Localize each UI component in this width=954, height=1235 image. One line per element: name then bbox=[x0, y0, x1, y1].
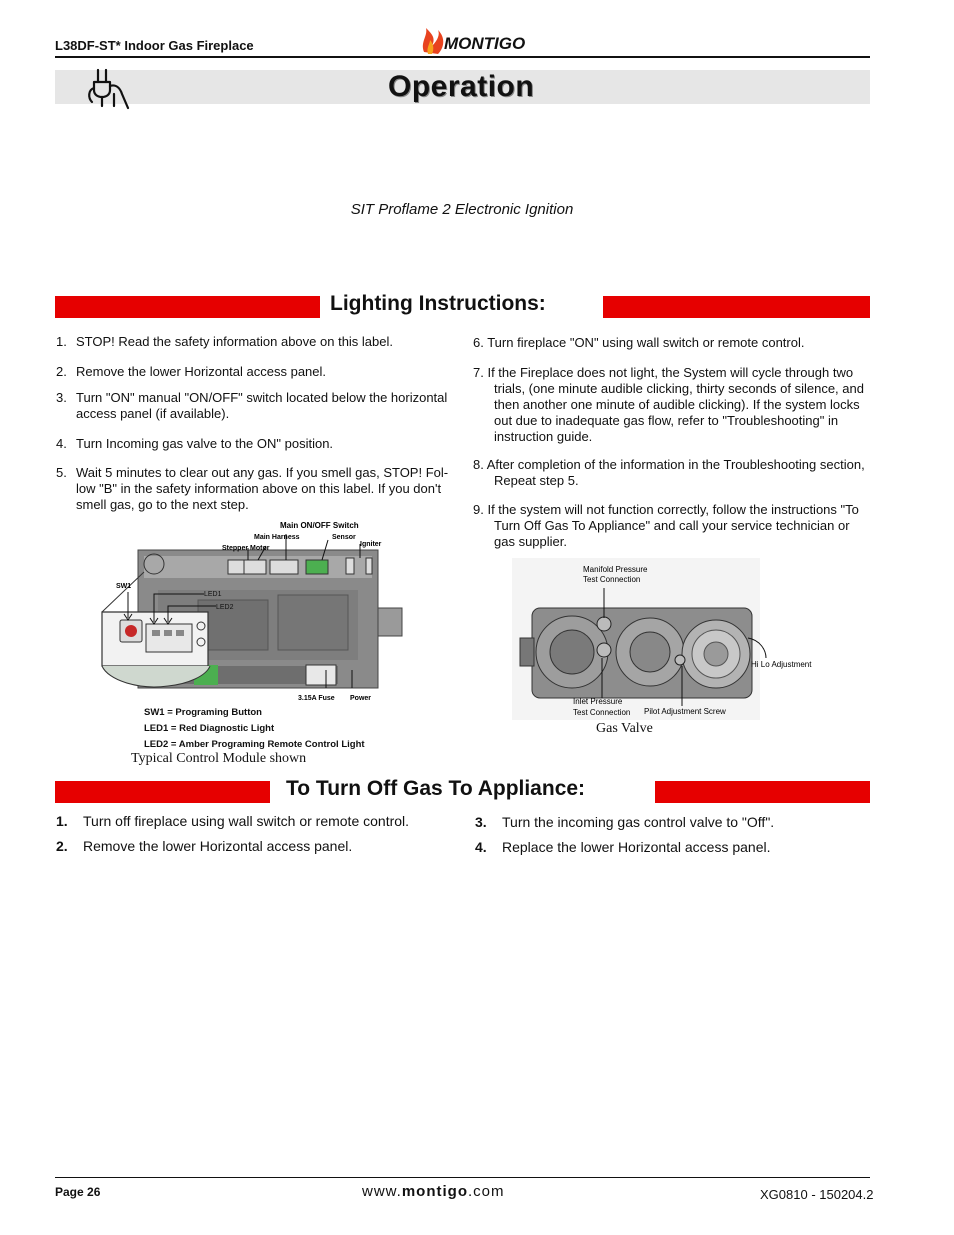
svg-text:Igniter: Igniter bbox=[360, 541, 382, 548]
page-number: Page 26 bbox=[55, 1185, 101, 1199]
montigo-logo bbox=[418, 24, 528, 58]
svg-text:Sensor: Sensor bbox=[332, 534, 356, 541]
svg-text:LED2: LED2 bbox=[216, 604, 234, 611]
svg-text:Pilot Adjustment Screw: Pilot Adjustment Screw bbox=[644, 707, 726, 716]
document-title: L38DF-ST* Indoor Gas Fireplace bbox=[55, 38, 254, 53]
svg-text:Test Connection: Test Connection bbox=[583, 575, 641, 584]
gas-valve-diagram bbox=[512, 558, 834, 722]
section-title: Operation bbox=[388, 70, 535, 103]
heading-bar-left bbox=[55, 781, 270, 803]
list-item: 2. Remove the lower Horizontal access panel. bbox=[56, 364, 327, 379]
svg-text:LED1: LED1 bbox=[204, 591, 222, 598]
svg-text:SW1: SW1 bbox=[116, 583, 132, 590]
footer-rule bbox=[55, 1177, 870, 1178]
list-item: 9. If the system will not function correctly, follow the instructions "To Turn Off Gas To Appliance" and call your service technician or gas supplier. bbox=[473, 502, 859, 549]
header-rule bbox=[55, 56, 870, 58]
list-item: 5. Wait 5 minutes to clear out any gas. If you smell gas, STOP! Fol-low "B" in the safety information above on this label. If you don't smell gas, go to the next step. bbox=[56, 465, 449, 512]
turn-off-heading: To Turn Off Gas To Appliance: bbox=[286, 777, 586, 800]
website-url: www.montigo.com bbox=[362, 1183, 505, 1200]
svg-text:Main ON/OFF Switch: Main ON/OFF Switch bbox=[280, 521, 359, 530]
ignition-subtitle: SIT Proflame 2 Electronic Ignition bbox=[350, 201, 574, 218]
plug-hand-icon bbox=[84, 64, 134, 112]
list-item: 6. Turn fireplace "ON" using wall switch or remote control. bbox=[473, 335, 805, 350]
gas-valve-caption: Gas Valve bbox=[596, 721, 653, 736]
list-item: 3. Turn "ON" manual "ON/OFF" switch located below the horizontal access panel (if available). bbox=[56, 390, 448, 421]
lighting-steps-left bbox=[56, 334, 449, 513]
control-module-caption: Typical Control Module shown bbox=[131, 751, 307, 766]
legend-sw1: SW1 = Programing Button bbox=[144, 707, 262, 718]
list-item: 3. Turn the incoming gas control valve to "Off". bbox=[475, 814, 775, 830]
heading-bar-right bbox=[603, 296, 870, 318]
list-item: 7. If the Fireplace does not light, the System will cycle through two trials, (one minute audible clicking, thirty seconds of silence, and then another one minute of audible clicking). If the system locks out due to inadequate gas flow, refer to "Troubleshooting" in instruction guide. bbox=[473, 365, 864, 444]
legend-led1: LED1 = Red Diagnostic Light bbox=[144, 723, 275, 734]
svg-text:Main Harness: Main Harness bbox=[254, 534, 300, 541]
list-item: 2. Remove the lower Horizontal access panel. bbox=[56, 838, 353, 854]
logo-text: MONTIGO bbox=[444, 34, 526, 53]
list-item: 4. Replace the lower Horizontal access panel. bbox=[475, 839, 771, 855]
list-item: 1. STOP! Read the safety information above on this label. bbox=[56, 334, 393, 349]
svg-text:Inlet Pressure: Inlet Pressure bbox=[573, 697, 623, 706]
svg-text:Manifold Pressure: Manifold Pressure bbox=[583, 565, 648, 574]
svg-text:3.15A Fuse: 3.15A Fuse bbox=[298, 695, 335, 700]
legend-led2: LED2 = Amber Programing Remote Control Light bbox=[144, 739, 365, 750]
list-item: 1. Turn off fireplace using wall switch or remote control. bbox=[56, 813, 410, 829]
heading-bar-left bbox=[55, 296, 320, 318]
svg-text:Hi Lo Adjustment: Hi Lo Adjustment bbox=[751, 660, 812, 669]
svg-text:Test Connection: Test Connection bbox=[573, 708, 631, 717]
document-code: XG0810 - 150204.2 bbox=[760, 1187, 874, 1202]
list-item: 8. After completion of the information in the Troubleshooting section, Repeat step 5. bbox=[473, 457, 865, 488]
lighting-heading: Lighting Instructions: bbox=[330, 292, 546, 315]
list-item: 4. Turn Incoming gas valve to the ON" position. bbox=[56, 436, 334, 451]
svg-text:Power: Power bbox=[350, 695, 372, 700]
control-module-diagram bbox=[98, 520, 408, 700]
heading-bar-right bbox=[655, 781, 870, 803]
svg-text:Stepper Motor: Stepper Motor bbox=[222, 545, 270, 552]
